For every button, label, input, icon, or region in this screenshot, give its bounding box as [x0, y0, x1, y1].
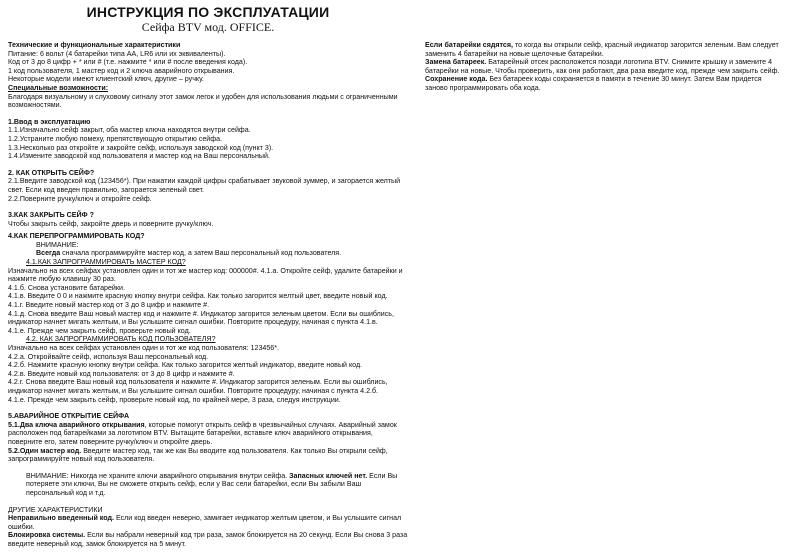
subsection-4-2-line: 4.2.а. Откройвайте сейф, используя Ваш персональный код.	[8, 352, 209, 361]
code-retention-label: Сохранение кода.	[425, 75, 488, 84]
master-code-label: 5.2.Один мастер код.	[8, 446, 82, 455]
subsection-4-1-line: 4.1.г. Введите новый мастер код от 3 до 8 цифр и нажмите #.	[8, 301, 210, 310]
always-text: сначала программируйте мастер код, а затем Ваш персональный код пользователя.	[60, 249, 342, 258]
subsection-4-2-heading: 4.2. КАК ЗАПРОГРАММИРОВАТЬ КОД ПОЛЬЗОВАТЕЛЯ?	[26, 335, 216, 344]
emergency-keys-text: , которые помогут открыть сейф в чрезвычайных случаях. Аварийный замок расположен под батарейками за логотипом BTV. Вытащите батарейки, вставьте ключ аварийного открывания, поверните его, затем поверните ручку/ключ и откройте дверь.	[8, 420, 397, 446]
left-column	[8, 41, 408, 548]
subsection-4-1-line: Изначально на всех сейфах установлен один и тот же мастер код: 000000#. 4.1.а. Откройте сейф, удалите батарейки и нажмите любую клавишу 30 раз.	[8, 266, 403, 284]
battery-replace-label: Замена батареек.	[425, 58, 487, 67]
section-1-line: 1.1.Изначально сейф закрыт, оба мастер ключа находятся внутри сейфа.	[8, 126, 251, 135]
lockout-label: Блокировка системы.	[8, 531, 86, 540]
section-2-line: 2.1.Введите заводской код (123456*). При нажатии каждой цифры срабатывает звуковой зуммер, и загорается желтый свет. Если код введен правильно, загорается зеленый свет.	[8, 177, 401, 194]
special-text: Благодаря визуальному и слуховому сигналу этот замок легок и удобен для использования людьми с ограниченными возможностями.	[8, 92, 398, 110]
subsection-4-1-line: 4.1.д. Снова введите Ваш новый мастер код и нажмите #. Индикатор загорится зеленым цветом. Если вы ошиблись, индикатор начнет мигать желтым, и Вы услышите сигнал ошибки. Повторите процедуру, начиная с пункта 4.1.в.	[8, 309, 394, 327]
code-retention-text: Без батареек коды сохраняется в памяти в течение 30 минут. Затем Вам придется заново программировать оба кода.	[425, 75, 762, 92]
specs-line: Питание: 6 вольт (4 батарейки типа АА, LR6 или их эквиваленты).	[8, 49, 226, 58]
subsection-4-2-line: 4.1.е. Прежде чем закрыть сейф, проверьте новый код, по крайней мере, 3 раза, следуя инструкции.	[8, 395, 341, 404]
section-4-heading: 4.КАК ПЕРЕПРОГРАММИРОВАТЬ КОД?	[8, 232, 145, 241]
warning-no-spare-keys: Запасных ключей нет.	[289, 471, 368, 480]
subsection-4-2-line: Изначально на всех сейфах установлен один и тот же код пользователя: 123456*.	[8, 344, 279, 352]
subsection-4-1-line: 4.1.б. Снова установите батарейки.	[8, 283, 125, 292]
wrong-code-label: Неправильно введенный код.	[8, 514, 114, 523]
low-battery-text: то когда вы открыли сейф, красный индикатор загорится зеленым. Вам следует заменить 4 батарейки на новые щелочные батарейки.	[425, 41, 779, 58]
section-1-heading: 1.Ввод в эксплуатацию	[8, 117, 91, 126]
subsection-4-1-line: 4.1.в. Введите 0 0 и нажмите красную кнопку внутри сейфа. Как только загорится желтый цвет, введите новый код.	[8, 292, 388, 301]
subsection-4-2-line: 4.2.г. Снова введите Ваш новый код пользователя и нажмите #. Индикатор загорится зеленым. Если вы ошиблись, индикатор начнет мигать желтым, и Вы услышите сигнал ошибки. Повторите процедуру, начиная с пункта 4.2.б.	[8, 378, 388, 395]
specs-line: 1 код пользователя, 1 мастер код и 2 ключа аварийного открывания.	[8, 66, 235, 75]
battery-replace-text: Батарейный отсек расположется позади логотипа BTV. Снимите крышку и замените 4 батарейки на новые. Чтобы проверить, как они работают, два раза введите код, прежде чем закрыть сейф.	[425, 58, 780, 75]
warning-text-c: Если Вы потеряете эти ключи, Вы не сможете открыть сейф, если у Вас сели батарейки, если Вы забыли Ваш персональный код и т.д.	[26, 471, 398, 497]
subsection-4-1-line: 4.1.е. Прежде чем закрыть сейф, проверьте новый код.	[8, 326, 191, 335]
special-heading: Специальные возможности:	[8, 83, 109, 92]
master-code-text: Введите мастер код, так же как Вы вводите код пользователя. Как только Вы открыли сейф, запрограммируйте новый код пользователя.	[8, 446, 388, 464]
section-1-line: 1.2.Устраните любую помеху, препятствующую открытию сейфа.	[8, 134, 223, 143]
attention-label: ВНИМАНИЕ:	[36, 240, 79, 249]
document-subtitle: Сейфа BTV мод. OFFICE.	[141, 20, 275, 34]
section-2-heading: 2. КАК ОТКРЫТЬ СЕЙФ?	[8, 168, 95, 177]
right-column	[425, 41, 785, 93]
specs-line: Код от 3 до 8 цифр + * или # (т.е. нажмите * или # после введения кода).	[8, 58, 248, 67]
warning-text-a: ВНИМАНИЕ: Никогда не храните ключи аварийного открывания внутри сейфа.	[26, 471, 290, 480]
section-2-line: 2.2.Поверните ручку/ключ и откройте сейф.	[8, 194, 152, 203]
emergency-keys-label: 5.1.Два ключа аварийного открывания	[8, 420, 145, 429]
subsection-4-2-line: 4.2.б. Нажмите красную кнопку внутри сейфа. Как только загорится желтый индикатор, введите новый код.	[8, 361, 363, 370]
specs-heading: Технические и функциональные характеристики	[8, 41, 181, 49]
document-title: ИНСТРУКЦИЯ ПО ЭКСПЛУАТАЦИИ	[86, 4, 330, 20]
other-heading: ДРУГИЕ ХАРАКТЕРИСТИКИ	[8, 505, 103, 514]
low-battery-label: Если батарейки сядятся,	[425, 41, 513, 49]
section-3-text: Чтобы закрыть сейф, закройте дверь и поверните ручку/ключ.	[8, 219, 214, 228]
wrong-code-text: Если код введен неверно, замигает индикатор желтым цветом, и Вы услышите сигнал ошибки.	[8, 514, 402, 531]
section-1-line: 1.4.Измените заводской код пользователя и мастер код на Ваш персональный.	[8, 152, 270, 161]
section-5-heading: 5.АВАРИЙНОЕ ОТКРЫТИЕ СЕЙФА	[8, 412, 130, 421]
always-word: Всегда	[36, 249, 61, 258]
subsection-4-1-heading: 4.1.КАК ЗАПРОГРАММИРОВАТЬ МАСТЕР КОД?	[26, 258, 186, 267]
section-1-line: 1.3.Несколько раз откройте и закройте сейф, используя заводской код (пункт 3).	[8, 143, 274, 152]
document-header	[8, 4, 408, 34]
section-3-heading: 3.КАК ЗАКРЫТЬ СЕЙФ ?	[8, 211, 94, 220]
specs-line: Некоторые модели имеют клиентский ключ, другие – ручку.	[8, 75, 204, 84]
lockout-text: Если вы набрали неверный код три раза, замок блокируется на 20 секунд. Если Вы снова 3 раза введите неверный код, замок блокируется на 5 минут.	[8, 531, 408, 548]
subsection-4-2-line: 4.2.в. Введите новый код пользователя: от 3 до 8 цифр и нажмите #.	[8, 369, 235, 378]
